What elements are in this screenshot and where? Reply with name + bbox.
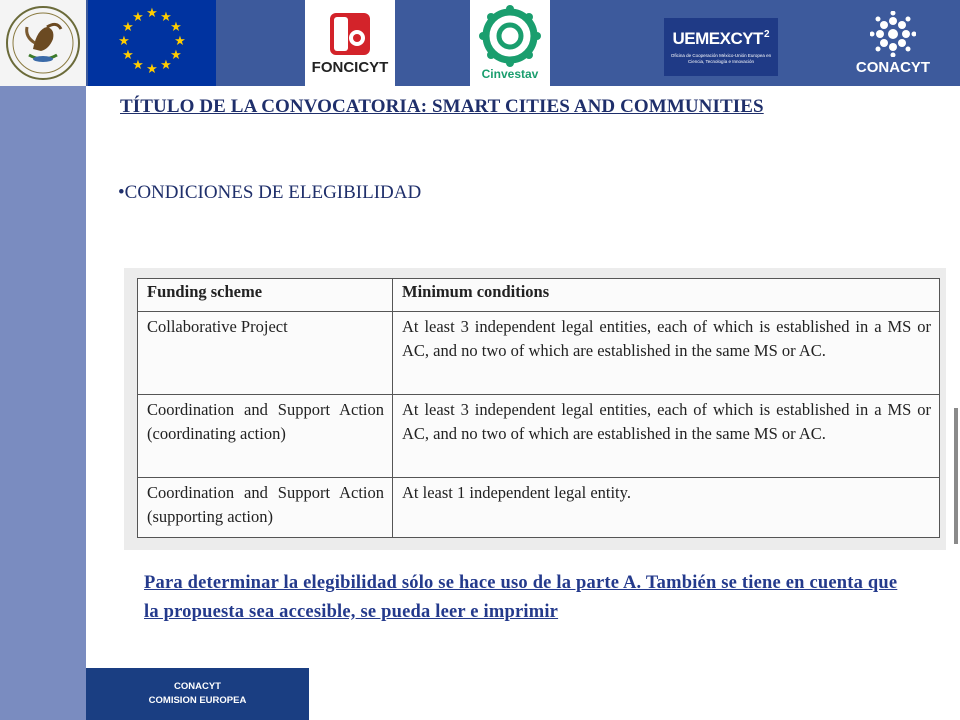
mexico-seal-logo [0,0,86,86]
cinvestav-label: Cinvestav [481,67,539,81]
bullet-eligibility: •CONDICIONES DE ELEGIBILIDAD [118,182,422,203]
conacyt-logo [838,0,948,86]
uemexcyt-subtitle: Oficina de Cooperación México-Unión Europea en Ciencia, Tecnología e Innovación [670,53,772,64]
mexico-eagle-icon [3,3,83,83]
svg-text:★: ★ [122,48,134,63]
table-cell-conditions: At least 1 independent legal entity. [393,478,940,538]
uemexcyt-logo [664,18,778,76]
svg-text:★: ★ [122,20,134,35]
eligibility-table [137,278,940,538]
table-row [138,478,940,538]
footer-line-1: CONACYT [174,681,221,692]
foncicyt-logo [305,0,395,86]
svg-text:★: ★ [132,58,144,73]
table-header-cell: Funding scheme [138,279,393,312]
footer-box [86,668,309,720]
table-image-frame [124,268,946,550]
table-cell-scheme: Collaborative Project [138,312,393,395]
table-row [138,395,940,478]
slide-title: TÍTULO DE LA CONVOCATORIA: SMART CITIES AND COMMUNITIES [120,96,764,117]
uemexcyt-label: UEMEXCYT [672,29,763,48]
svg-text:★: ★ [160,58,172,73]
svg-text:★: ★ [174,34,186,49]
svg-text:★: ★ [146,62,158,77]
cinvestav-icon [479,5,541,67]
cinvestav-logo [470,0,550,86]
svg-text:★: ★ [160,10,172,25]
footer-line-2: COMISION EUROPEA [148,695,247,706]
eu-flag-icon [88,0,216,86]
table-header-row [138,279,940,312]
table-header-cell: Minimum conditions [393,279,940,312]
table-cell-conditions: At least 3 independent legal entities, each of which is established in a MS or AC, and no two of which are established in the same MS or AC. [393,312,940,395]
conacyt-label: CONACYT [855,58,931,76]
scroll-indicator [954,408,958,544]
foncicyt-label: FONCICYT [311,58,389,76]
svg-text:★: ★ [170,48,182,63]
eligibility-note: Para determinar la elegibilidad sólo se hace uso de la parte A. También se tiene en cuenta que la propuesta sea accesible, se pueda leer e imprimir [144,573,898,622]
foncicyt-icon [328,11,372,57]
table-row [138,312,940,395]
table-cell-scheme: Coordination and Support Action (coordinating action) [138,395,393,478]
left-sidebar [0,86,86,720]
svg-text:★: ★ [146,6,158,21]
svg-text:★: ★ [132,10,144,25]
table-cell-scheme: Coordination and Support Action (supporting action) [138,478,393,538]
eu-flag-logo [88,0,216,86]
table-cell-conditions: At least 3 independent legal entities, each of which is established in a MS or AC, and no two of which are established in the same MS or AC. [393,395,940,478]
conacyt-icon [870,11,916,57]
svg-text:★: ★ [170,20,182,35]
svg-text:★: ★ [118,34,130,49]
uemexcyt-superscript: 2 [763,29,770,40]
